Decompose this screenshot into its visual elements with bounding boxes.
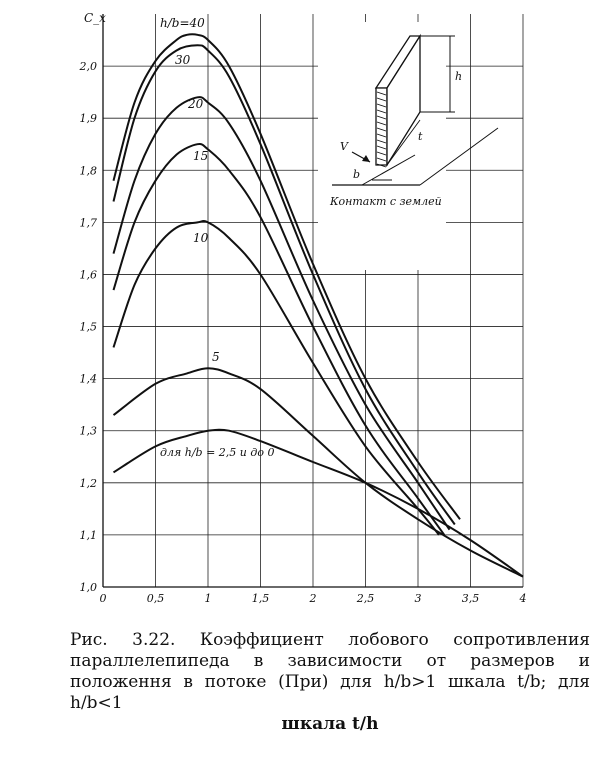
y-tick-label: 1,2 — [79, 476, 97, 490]
x-tick-label: 1 — [204, 592, 212, 605]
curve-label-low: для h/b = 2,5 и до 0 — [160, 446, 275, 459]
x-tick-label: 1,5 — [251, 592, 270, 605]
curve-label-10: 10 — [193, 231, 209, 245]
x-tick-label: 2 — [309, 592, 317, 605]
x-tick-label: 0 — [99, 592, 107, 605]
tick-labels — [79, 60, 527, 605]
plate-sketch — [318, 22, 498, 270]
inset-b-label: b — [353, 168, 361, 181]
caption-text: Рис. 3.22. Коэффициент лобового сопротивления параллелепипеда в зависимости от размеров и положення в потоке (При) для h/b>1 шкала t/b; для h/b<1 — [70, 630, 590, 713]
y-tick-label: 1,4 — [79, 372, 97, 386]
curve-label-30: 30 — [175, 53, 191, 67]
caption-last-line: шкала t/h — [281, 714, 379, 734]
x-tick-label: 2,5 — [356, 592, 375, 605]
y-tick-label: 1,0 — [79, 581, 97, 594]
y-tick-label: 1,5 — [79, 320, 97, 334]
curve-label-20: 20 — [188, 97, 204, 111]
ground-contact-label: Контакт с землей — [330, 195, 442, 208]
y-tick-label: 1,1 — [79, 528, 97, 542]
y-tick-label: 2,0 — [79, 60, 97, 74]
y-tick-label: 1,6 — [79, 268, 97, 282]
x-tick-label: 3,5 — [461, 592, 480, 605]
curve-label-15: 15 — [193, 149, 209, 163]
x-tick-label: 4 — [519, 592, 527, 605]
y-tick-label: 1,8 — [79, 164, 97, 178]
inset-t-label: t — [418, 130, 423, 143]
inset-v-label: V — [340, 140, 348, 153]
y-axis-label: C_x — [84, 11, 106, 25]
x-tick-label: 3 — [414, 592, 422, 605]
figure-caption — [70, 630, 590, 735]
series-line-6 — [114, 368, 524, 576]
y-tick-label: 1,7 — [79, 216, 97, 230]
x-tick-label: 0,5 — [146, 592, 165, 605]
y-tick-label: 1,9 — [79, 112, 97, 126]
y-tick-label: 1,3 — [79, 424, 97, 438]
curve-label-5: 5 — [212, 350, 220, 364]
curve-label-40: h/b=40 — [160, 16, 205, 30]
inset-h-label: h — [455, 70, 463, 83]
